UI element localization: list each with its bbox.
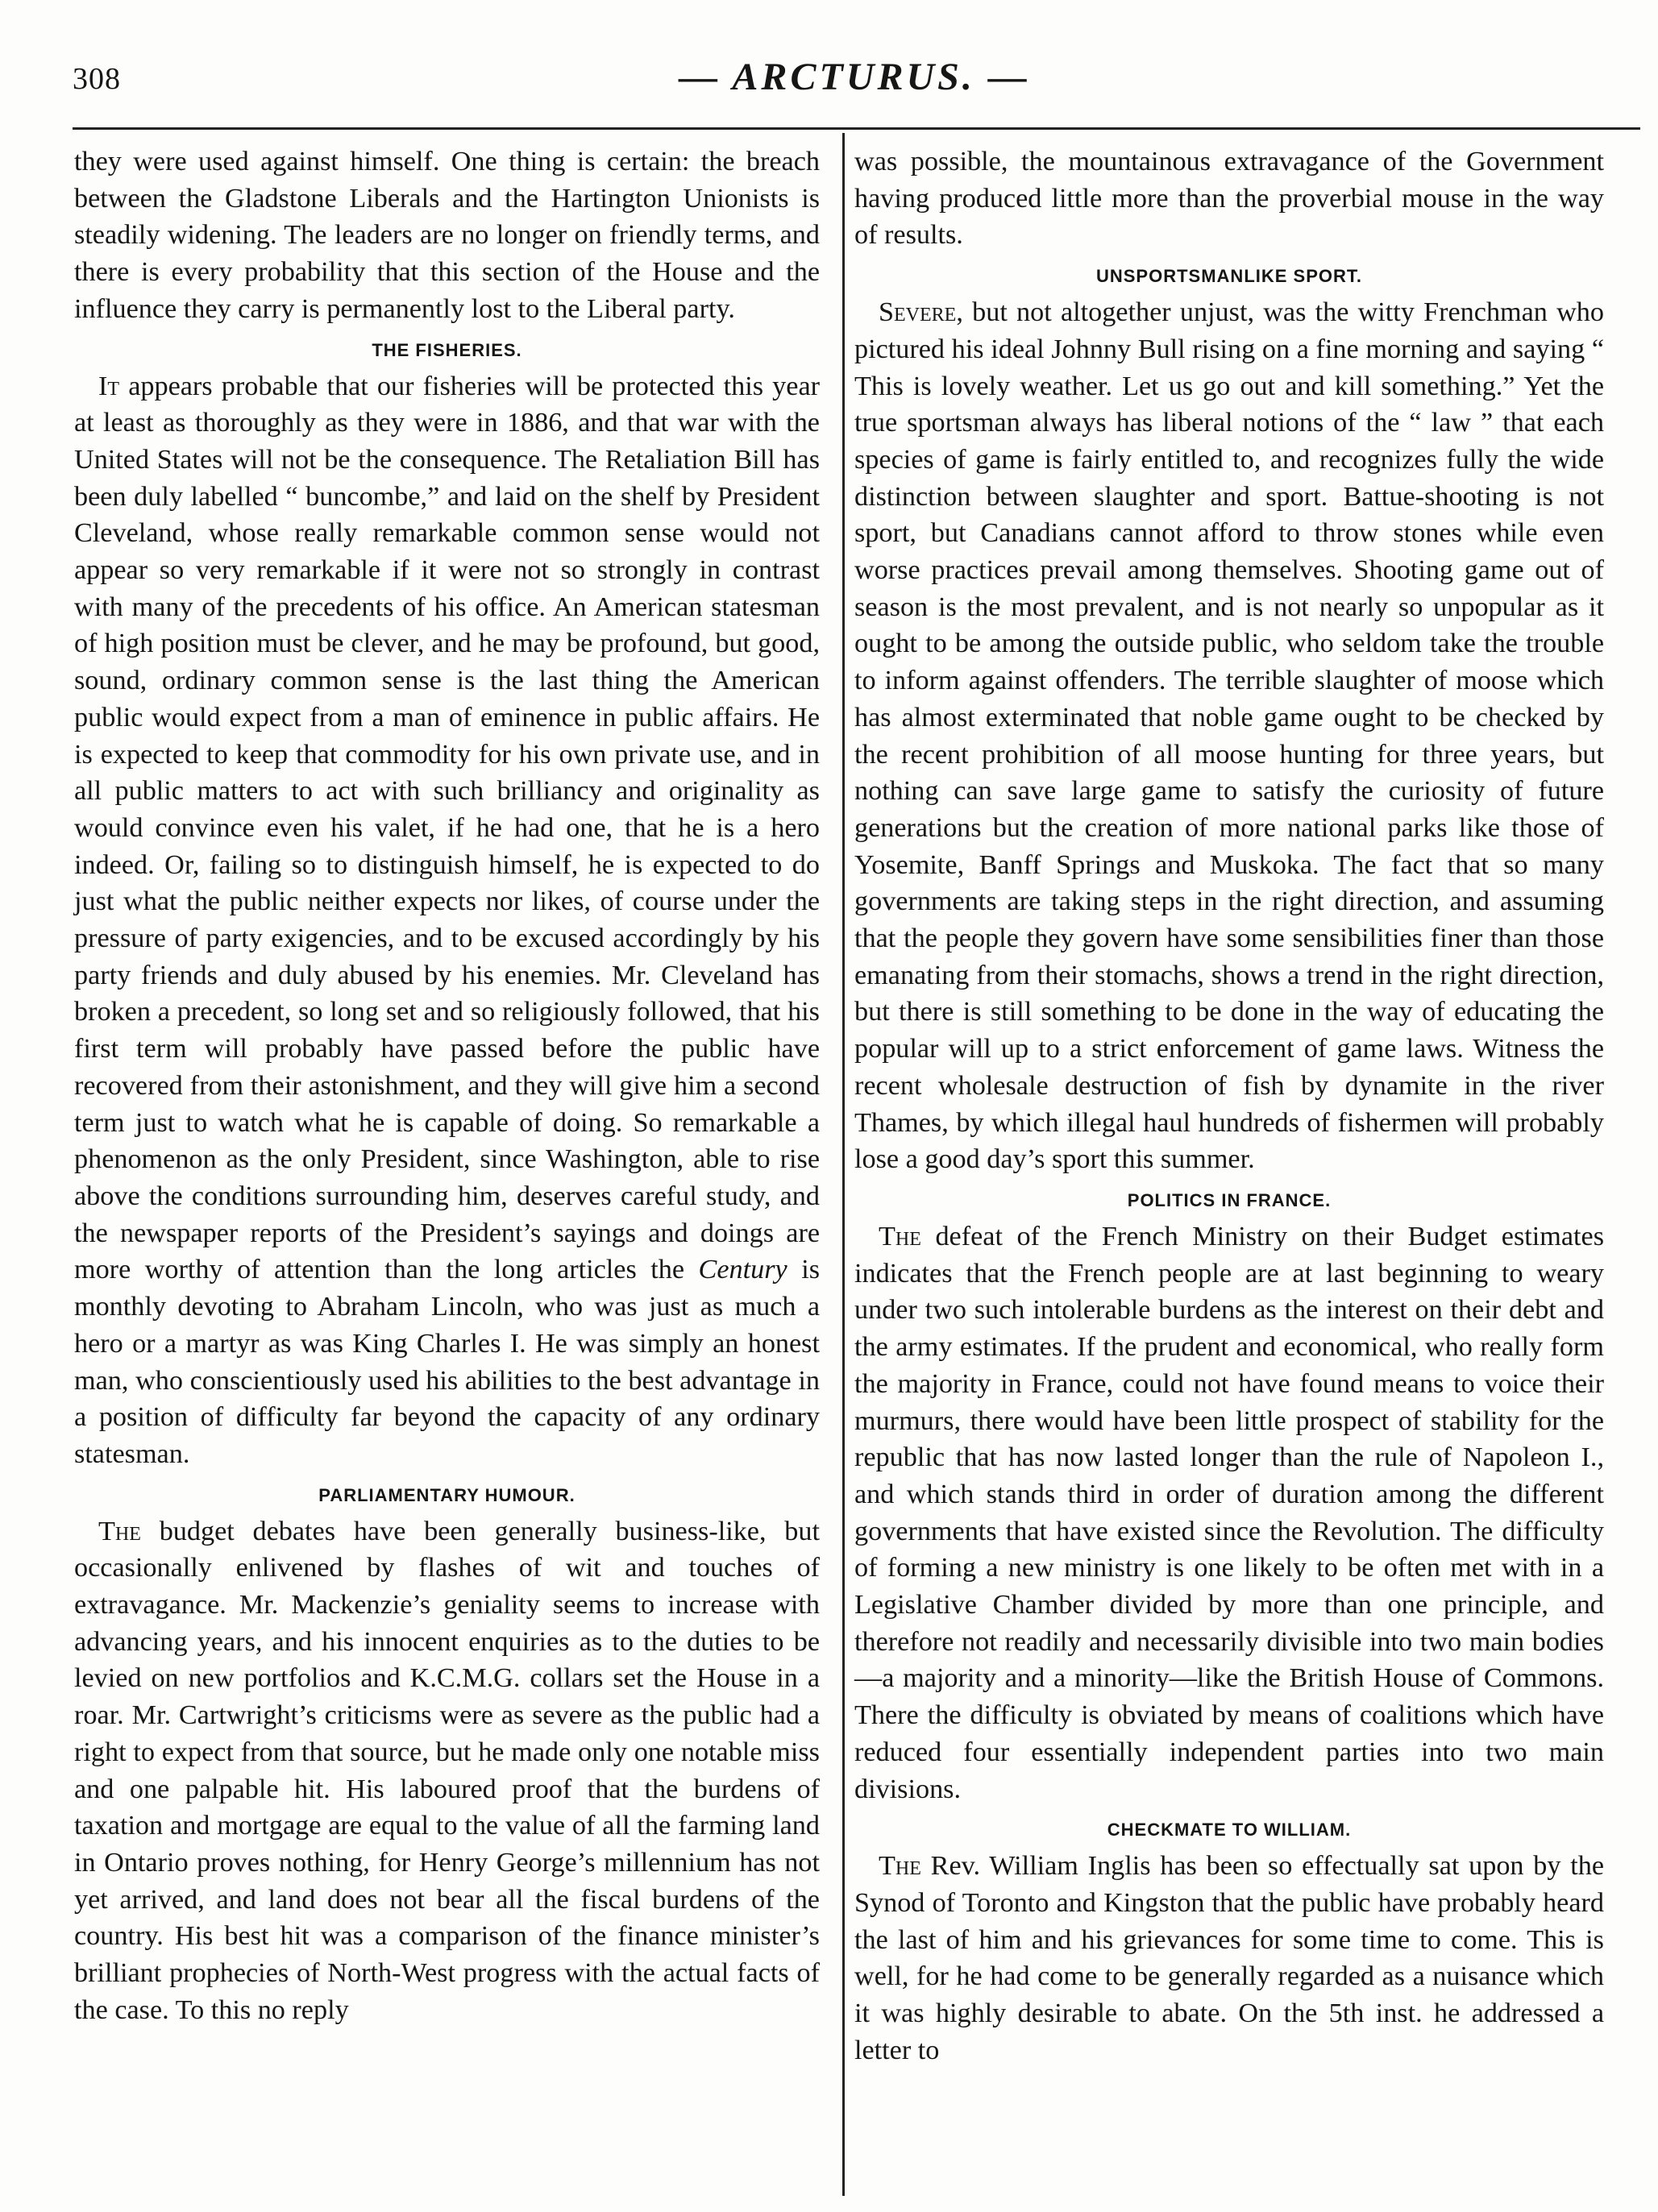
- lead-word: It: [98, 371, 120, 401]
- left-column: [74, 143, 820, 2028]
- paragraph-checkmate: [854, 1848, 1604, 2069]
- body-text: budget debates have been generally business-like, but occasionally enlivened by flashes of wit and touches of extravagance. Mr. Mackenzie’s geniality seems to increase with advancing years, and his innocent enquiries as to the duties to be levied on new portfolios and K.C.M.G. collars set the House in a roar. Mr. Cartwright’s criticisms were as severe as the public had a right to expect from that source, but he made only one notable miss and one palpable hit. His laboured proof that the burdens of taxation and mortgage are equal to the value of all the farming land in Ontario proves nothing, for Henry George’s millennium has not yet arrived, and land does not bear all the fiscal burdens of the country. His best hit was a comparison of the finance minister’s brilliant prophecies of North-West progress with the actual facts of the case. To this no reply: [74, 1516, 820, 2025]
- paragraph-continuation: they were used against himself. One thing is certain: the breach between the Gladstone Liberals and the Hartington Unionists is steadily widening. The leaders are no longer on friendly terms, and there is every probability that this section of the House and the influence they carry is permanently lost to the Liberal party.: [74, 147, 820, 324]
- body-text: is monthly devoting to Abraham Lincoln, who was just as much a hero or a martyr as was King Charles I. He was simply an honest man, who conscientiously used his abilities to the best advantage in a position of difficulty far beyond the capacity of any ordinary statesman.: [74, 1255, 821, 1469]
- paragraph-sport: [854, 294, 1604, 1178]
- right-column: [854, 143, 1604, 2069]
- body-text: Rev. William Inglis has been so effectually sat upon by the Synod of Toronto and Kingston that the public have probably heard the last of him and his grievances for some time to come. This is well, for he had come to be generally regarded as a nuisance which it was highly desirable to abate. On the 5th inst. he addressed a letter to: [854, 1851, 1605, 2065]
- paragraph-fisheries: [74, 368, 820, 1473]
- page-header: [73, 55, 1636, 111]
- heading-sport: UNSPORTSMANLIKE SPORT.: [1095, 266, 1363, 287]
- heading-checkmate: CHECKMATE TO WILLIAM.: [1107, 1820, 1352, 1841]
- body-text: appears probable that our fisheries will be protected this year at least as thoroughly as they were in 1886, and that war with the United States will not be the consequence. The Retaliation Bill has been duly labelled “ buncombe,” and laid on the shelf by President Cleveland, whose really remarkable common sense would not appear so very remarkable if it were not so strongly in contrast with many of the precedents of his office. An American statesman of high position must be clever, and he may be profound, but good, sound, ordinary common sense is the last thing the American public would expect from a man of eminence in public affairs. He is expected to keep that commodity for his own private use, and in all public matters to act with such brilliancy and originality as would convince even his valet, if he had one, that he is a hero indeed. Or, failing so to distinguish himself, he is expected to do just what the public neither expects nor likes, of course under the pressure of party exigencies, and to be excused accordingly by his party friends and duly abused by his enemies. Mr. Cleveland has broken a precedent, so long set and so religiously followed, that his first term will probably have passed before the public have recovered from their astonishment, and they will give him a second term just to watch what he is capable of doing. So remarkable a phenomenon as the only President, since Washington, able to rise above the conditions surrounding him, deserves careful study, and the newspaper reports of the President’s sayings and doings are more worthy of attention than the long articles the: [74, 371, 820, 1285]
- lead-word: Severe,: [879, 297, 963, 328]
- paragraph-humour: [74, 1513, 820, 2029]
- heading-france: POLITICS IN FRANCE.: [1127, 1189, 1332, 1210]
- heading-humour: PARLIAMENTARY HUMOUR.: [318, 1484, 576, 1505]
- masthead-title: — ARCTURUS. —: [679, 56, 1030, 98]
- heading-fisheries: THE FISHERIES.: [372, 339, 522, 360]
- paragraph-continuation: was possible, the mountainous extravagance of the Government having produced little more than the proverbial mouse in the way of results.: [854, 147, 1604, 251]
- body-text: defeat of the French Ministry on their Budget estimates indicates that the French people are at last beginning to weary under two such intolerable burdens as the interest on their debt and the army estimates. If the prudent and economical, who really form the majority in France, could not have found means to voice their murmurs, there would have been little prospect of stability for the republic that has now lasted longer than the rule of Napoleon I., and which stands third in order of duration among the different governments that have existed since the Revolution. The difficulty of forming a new ministry is one likely to be often met with in a Legislative Chamber divided by more than one principle, and therefore not readily and necessarily divisible into two main bodies—a majority and a minority—like the British House of Commons. There the difficulty is obviated by means of coalitions which have reduced four essentially independent parties into two main divisions.: [854, 1221, 1605, 1804]
- lead-word: The: [98, 1516, 141, 1546]
- column-rule: [842, 133, 845, 2196]
- page-number: 308: [73, 62, 121, 96]
- paragraph-france: [854, 1218, 1604, 1807]
- header-rule: [73, 127, 1640, 130]
- italic-title: Century: [698, 1255, 787, 1285]
- lead-word: The: [879, 1221, 921, 1251]
- body-text: but not altogether unjust, was the witty Frenchman who pictured his ideal Johnny Bull rising on a fine morning and saying “ This is lovely weather. Let us go out and kill something.” Yet the true sportsman always has liberal notions of the “ law ” that each species of game is fairly entitled to, and recognizes fully the wide distinction between slaughter and sport. Battue-shooting is not sport, but Canadians cannot afford to throw stones while even worse practices prevail among themselves. Shooting game out of season is the most prevalent, and is not nearly so unpopular as it ought to be among the outside public, who seldom take the trouble to inform against offenders. The terrible slaughter of moose which has almost exterminated that noble game ought to be checked by the recent prohibition of all moose hunting for three years, but nothing can save large game to satisfy the curiosity of future generations but the creation of more national parks like those of Yosemite, Banff Springs and Muskoka. The fact that so many governments are taking steps in the right direction, and assuming that the people they govern have some sensibilities finer than those emanating from their stomachs, shows a trend in the right direction, but there is still something to be done in the way of educating the popular will up to a strict enforcement of game laws. Witness the recent wholesale destruction of fish by dynamite in the river Thames, by which illegal haul hundreds of fishermen will probably lose a good day’s sport this summer.: [854, 297, 1604, 1175]
- lead-word: The: [879, 1851, 921, 1882]
